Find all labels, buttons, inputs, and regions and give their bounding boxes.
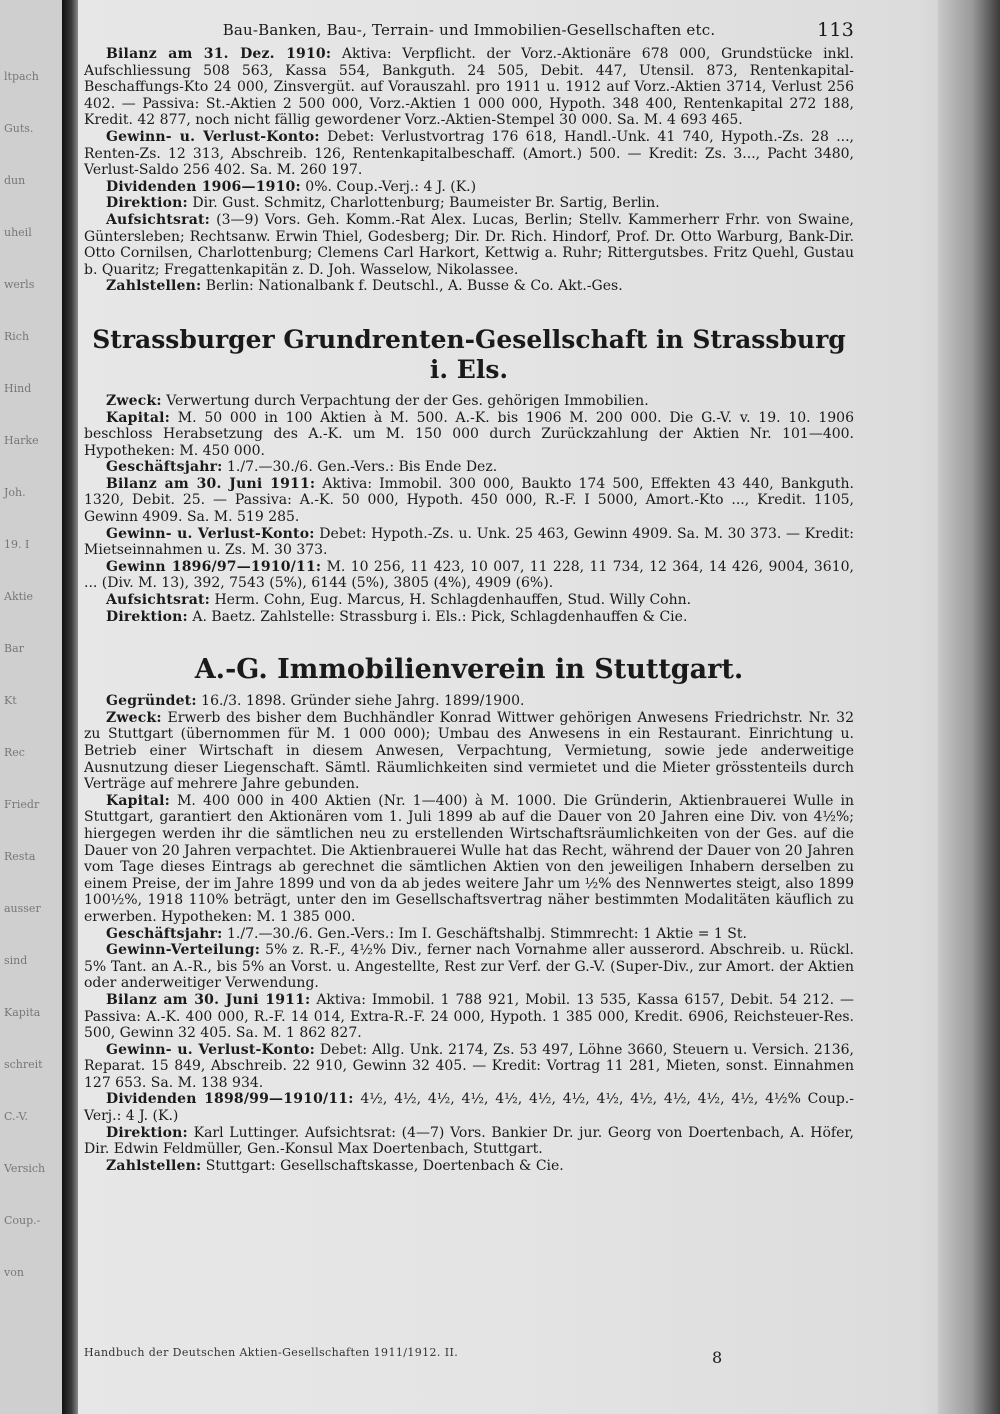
margin-fragment: dun xyxy=(4,174,26,187)
entry-paragraph xyxy=(84,129,854,179)
margin-fragment: Harke xyxy=(4,434,39,447)
entry-text: (3—9) Vors. Geh. Komm.-Rat Alex. Lucas, Berlin; Stellv. Kammerherr Frhr. von Swaine, Güntersleben; Rechtsanw. Erwin Thiel, Godesberg; Dir. Dr. Rich. Hindorf, Prof. Dr. Otto Warburg, Bank-Dir. Otto Cornilsen, Charlottenburg; Clemens Carl Harkort, Kettwig a. Ruhr; Rittergutsbes. Fritz Quehl, Gustau b. Quaritz; Fregattenkapitän z. D. Joh. Wasselow, Nikolassee. xyxy=(84,211,854,278)
margin-fragment: Hind xyxy=(4,382,32,395)
entry-paragraph xyxy=(84,526,854,559)
margin-fragment: werls xyxy=(4,278,35,291)
entry-text: Debet: Hypoth.-Zs. u. Unk. 25 463, Gewinn 4909. Sa. M. 30 373. — Kredit: Mietseinnahmen u. Zs. M. 30 373. xyxy=(84,525,854,559)
margin-fragment: C.-V. xyxy=(4,1110,28,1123)
entry-paragraph xyxy=(84,992,854,1042)
entry-text: Debet: Allg. Unk. 2174, Zs. 53 497, Löhne 3660, Steuern u. Versich. 2136, Reparat. 15 849, Abschreib. 22 910, Gewinn 32 405. — Kredit: Vortrag 11 281, Mieten, sonst. Einnahmen 127 653. Sa. M. 138 934. xyxy=(84,1041,855,1091)
entry-text: M. 400 000 in 400 Aktien (Nr. 1—400) à M. 1000. Die Gründerin, Aktienbrauerei Wulle in Stuttgart, garantiert den Aktionären vom 1. Juli 1899 ab auf die Dauer von 20 Jahren eine Div. von 4½%; hiergegen werden ihr die sämtlichen neu zu erstellenden Wirtschaftsräumlichkeiten von der Ges. auf die Dauer von 20 Jahren verpachtet. Die Aktienbrauerei Wulle hat das Recht, während der Dauer von 20 Jahren vom Tage dieses Eintrags ab gerechnet die sämtlichen Aktien von den jeweiligen Inhabern derselben zu einem Preise, der im Jahre 1899 und von da ab jedes weitere Jahr um ½% des Nennwertes steigt, also 1899 100½%, 1918 110% beträgt, unter den im Gesellschaftsvertrag näher bestimmten Modalitäten käuflich zu erwerben. Hypotheken: M. 1 385 000. xyxy=(84,792,854,925)
entry-text: Herm. Cohn, Eug. Marcus, H. Schlagdenhauffen, Stud. Willy Cohn. xyxy=(210,592,692,609)
entry-paragraph xyxy=(84,592,854,609)
entry-label: Kapital: xyxy=(106,409,170,426)
margin-fragment: Kt xyxy=(4,694,17,707)
entry-label: Kapital: xyxy=(106,792,170,809)
entry-paragraph xyxy=(84,179,854,196)
entry-label: Direktion: xyxy=(106,195,188,212)
entry-paragraph xyxy=(84,195,854,212)
margin-fragment: uheil xyxy=(4,226,32,239)
entry-text: Dir. Gust. Schmitz, Charlottenburg; Baumeister Br. Sartig, Berlin. xyxy=(187,195,660,212)
section-heading-stuttgart: A.-G. Immobilienverein in Stuttgart. xyxy=(194,654,744,686)
entry-text: 16./3. 1898. Gründer siehe Jahrg. 1899/1900. xyxy=(196,693,525,710)
margin-fragment: Guts. xyxy=(4,122,34,135)
running-head xyxy=(84,19,854,46)
entry-text: Stuttgart: Gesellschaftskasse, Doertenbach & Cie. xyxy=(201,1157,564,1174)
entry-label: Aufsichtsrat: xyxy=(106,211,210,228)
entry-label: Bilanz am 30. Juni 1911: xyxy=(106,991,311,1008)
margin-fragment: ltpach xyxy=(4,70,39,83)
entry-label: Bilanz am 31. Dez. 1910: xyxy=(106,46,332,62)
entry-label: Direktion: xyxy=(106,1124,188,1141)
entry-label: Zahlstellen: xyxy=(106,278,202,295)
margin-fragment: schreit xyxy=(4,1058,43,1071)
entry-label: Gewinn- u. Verlust-Konto: xyxy=(106,525,315,542)
entry-text: Debet: Verlustvortrag 176 618, Handl.-Unk. 41 740, Hypoth.-Zs. 28 ..., Renten-Zs. 12 313, Abschreib. 126, Rentenkapitalbeschaff. (Amort.) 500. — Kredit: Zs. 3..., Pacht 3480, Verlust-Saldo 256 402. Sa. M. 260 197. xyxy=(84,128,854,179)
margin-fragment: Joh. xyxy=(4,486,26,499)
entry-text: Aktiva: Immobil. 1 788 921, Mobil. 13 535, Kassa 6157, Debit. 54 212. — Passiva: A.-K. 400 000, R.-F. 14 014, Extra-R.-F. 24 000, Hypoth. 1 385 000, Kredit. 6906, Reichsteuer-Res. 500, Gewinn 32 405. Sa. M. 1 862 827. xyxy=(84,991,854,1042)
entry-text: 4½, 4½, 4½, 4½, 4½, 4½, 4½, 4½, 4½, 4½, 4½, 4½, 4½% Coup.-Verj.: 4 J. (K.) xyxy=(84,1091,854,1125)
entry-label: Gewinn- u. Verlust-Konto: xyxy=(106,1041,316,1058)
entry-paragraph xyxy=(84,793,854,926)
margin-fragment: Coup.- xyxy=(4,1214,41,1227)
section-heading-strassburger: Strassburger Grundrenten-Gesellschaft in Strassburg i. Els. xyxy=(92,324,846,384)
entry-label: Gegründet: xyxy=(106,693,197,710)
margin-fragment: 19. I xyxy=(4,538,30,551)
entry-paragraph xyxy=(84,1158,854,1175)
margin-fragment: Rec xyxy=(4,746,25,759)
signature-mark: 8 xyxy=(712,1348,723,1367)
entry-paragraph xyxy=(84,393,854,410)
entry-label: Gewinn- u. Verlust-Konto: xyxy=(106,128,320,145)
margin-fragment: Bar xyxy=(4,642,24,655)
section-previous-company xyxy=(84,46,854,295)
entry-label: Direktion: xyxy=(106,608,188,625)
entry-paragraph xyxy=(84,278,854,295)
entry-text: 1./7.—30./6. Gen.-Vers.: Im I. Geschäftshalbj. Stimmrecht: 1 Aktie = 1 St. xyxy=(222,925,747,942)
page-body xyxy=(84,19,855,1174)
entry-paragraph xyxy=(84,1091,854,1124)
previous-page-edge xyxy=(0,0,63,1414)
margin-fragment: Resta xyxy=(4,850,36,863)
entry-text: M. 10 256, 11 423, 10 007, 11 228, 11 734, 12 364, 14 426, 9004, 3610, ... (Div. M. 13), 392, 7543 (5%), 6144 (5%), 3805 (4%), 4909 (6%). xyxy=(84,558,854,592)
running-head-title: Bau-Banken, Bau-, Terrain- und Immobilien-Gesellschaften etc. xyxy=(222,21,716,39)
entry-paragraph xyxy=(84,476,854,526)
margin-fragment: sind xyxy=(4,954,28,967)
entry-text: 1./7.—30./6. Gen.-Vers.: Bis Ende Dez. xyxy=(222,459,498,476)
margin-fragment: Versich xyxy=(4,1162,46,1175)
entry-label: Gewinn-Verteilung: xyxy=(106,942,261,959)
entry-paragraph xyxy=(84,609,854,626)
entry-text: 0%. Coup.-Verj.: 4 J. (K.) xyxy=(300,178,477,195)
entry-label: Bilanz am 30. Juni 1911: xyxy=(106,475,316,492)
entry-paragraph xyxy=(84,410,854,460)
book-gutter xyxy=(62,0,78,1414)
entry-label: Aufsichtsrat: xyxy=(106,592,210,609)
entry-label: Zweck: xyxy=(106,392,162,409)
margin-fragment: Aktie xyxy=(4,590,34,603)
entry-text: 5% z. R.-F., 4½% Div., ferner nach Vornahme aller ausserord. Abschreib. u. Rückl. 5% Tant. an A.-R., bis 5% an Vorst. u. Angestellte, Rest zur Verf. der G.-V. (Super-Div., zur Amort. der Aktien oder anderweitiger Verwendung. xyxy=(84,942,854,992)
entry-paragraph xyxy=(84,212,854,278)
entry-text: Karl Luttinger. Aufsichtsrat: (4—7) Vors. Bankier Dr. jur. Georg von Doertenbach, A. Höfer, Dir. Edwin Feldmüller, Gen.-Konsul Max Doertenbach, Stuttgart. xyxy=(84,1124,854,1158)
entry-paragraph xyxy=(84,559,854,592)
entry-text: Aktiva: Immobil. 300 000, Baukto 174 500, Effekten 43 440, Bankguth. 1320, Debit. 25. — Passiva: A.-K. 50 000, Hypoth. 450 000, R.-F. I 5000, Amort.-Kto ..., Kredit. 1105, Gewinn 4909. Sa. M. 519 285. xyxy=(84,475,855,526)
margin-fragment: ausser xyxy=(4,902,41,915)
entry-paragraph xyxy=(84,459,854,476)
entry-label: Dividenden 1898/99—1910/11: xyxy=(106,1091,354,1108)
entry-text: Berlin: Nationalbank f. Deutschl., A. Busse & Co. Akt.-Ges. xyxy=(201,278,623,295)
page-footer: Handbuch der Deutschen Aktien-Gesellschaften 1911/1912. II. xyxy=(84,1346,459,1359)
entry-paragraph xyxy=(84,710,854,793)
entry-text: Aktiva: Verpflicht. der Vorz.-Aktionäre 678 000, Grundstücke inkl. Aufschliessung 508 563, Kassa 554, Bankguth. 24 505, Debit. 447, Utensil. 873, Rentenkapital-Beschaffungs-Kto 24 000, Zinsvergüt. auf Vorauszahl. pro 1911 u. 1912 auf Vorz.-Aktien 3714, Verlust 256 402. — Passiva: St.-Aktien 2 500 000, Vorz.-Aktien 1 000 000, Hypoth. 348 400, Rentenkapital 272 188, Kredit. 42 877, noch nicht fällig gewordener Vorz.-Aktien-Stempel 30 000. Sa. M. 4 693 465. xyxy=(84,46,854,129)
entry-label: Geschäftsjahr: xyxy=(106,925,223,942)
entry-paragraph xyxy=(84,693,854,710)
entry-label: Zweck: xyxy=(106,709,162,726)
entry-paragraph xyxy=(84,1125,854,1158)
entry-paragraph xyxy=(84,1042,854,1092)
margin-fragment: Kapita xyxy=(4,1006,41,1019)
margin-fragment: Rich xyxy=(4,330,30,343)
section-immobilienverein-stuttgart xyxy=(84,693,854,1174)
entry-paragraph xyxy=(84,942,854,992)
right-page-edge xyxy=(938,0,1000,1414)
margin-fragment: Friedr xyxy=(4,798,40,811)
entry-text: Verwertung durch Verpachtung der der Ges. gehörigen Immobilien. xyxy=(161,392,649,409)
entry-text: M. 50 000 in 100 Aktien à M. 500. A.-K. bis 1906 M. 200 000. Die G.-V. v. 19. 10. 1906 beschloss Herabsetzung des A.-K. um M. 150 000 durch Zurückzahlung der Aktien Nr. 101—400. Hypotheken: M. 450 000. xyxy=(84,409,854,459)
page-number: 113 xyxy=(817,19,854,41)
entry-paragraph xyxy=(84,926,854,943)
entry-label: Dividenden 1906—1910: xyxy=(106,178,301,195)
entry-text: Erwerb des bisher dem Buchhändler Konrad Wittwer gehörigen Anwesens Friedrichstr. Nr. 32 zu Stuttgart (übernommen für M. 1 000 000); Umbau des Anwesens in ein Restaurant. Einrichtung u. Betrieb einer Wirtschaft in diesem Anwesen, Verpachtung, Vermietung, sowie jede anderweitige Ausnutzung dieser Liegenschaft. Sämtl. Räumlichkeiten sind vermietet und die Mieter grösstenteils durch Verträge auf mehrere Jahre gebunden. xyxy=(84,709,854,793)
entry-text: A. Baetz. Zahlstelle: Strassburg i. Els.: Pick, Schlagdenhauffen & Cie. xyxy=(187,608,688,625)
entry-label: Geschäftsjahr: xyxy=(106,459,223,476)
margin-fragment: von xyxy=(4,1266,24,1279)
section-strassburger-grundrenten xyxy=(84,393,854,625)
entry-label: Zahlstellen: xyxy=(106,1157,202,1174)
entry-label: Gewinn 1896/97—1910/11: xyxy=(106,558,322,575)
entry-paragraph xyxy=(84,46,854,129)
